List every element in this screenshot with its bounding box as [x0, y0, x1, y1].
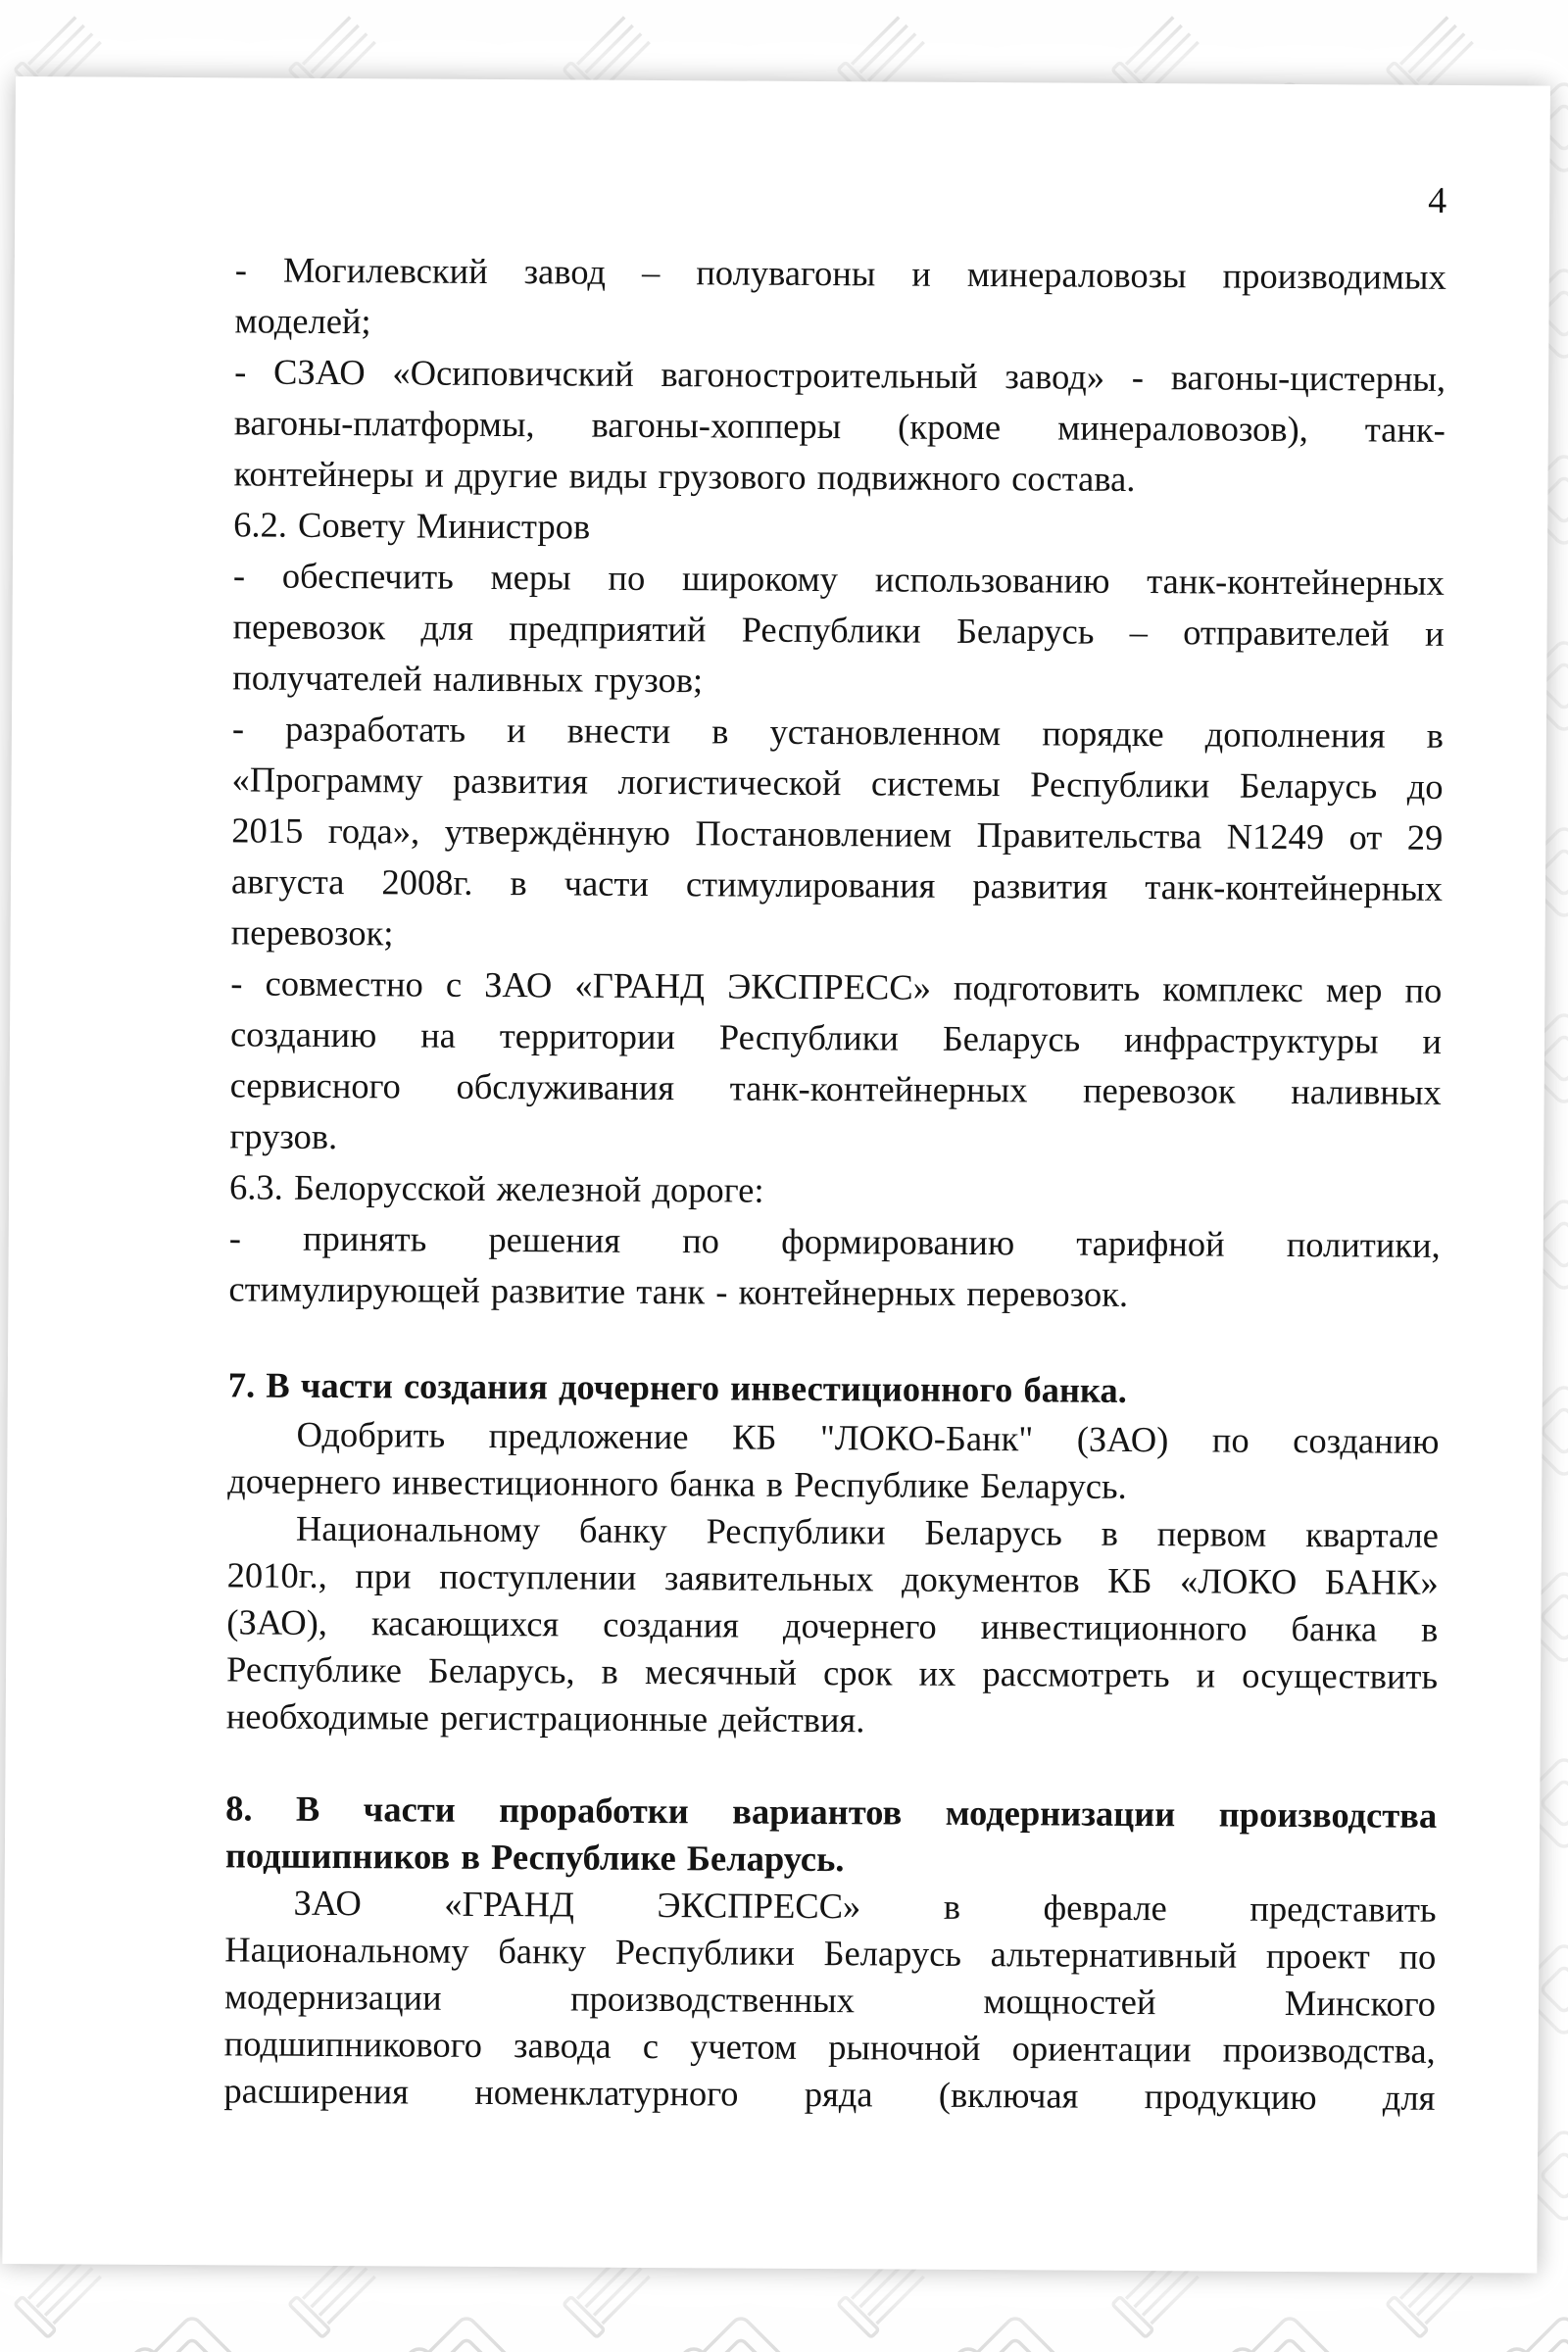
- document-line: - Могилевский завод – полувагоны и минераловозы производимых: [234, 249, 1446, 297]
- document-line: 6.3. Белорусской железной дороге:: [228, 1166, 764, 1210]
- document-line: моделей;: [234, 300, 371, 342]
- document-line: сервисного обслуживания танк-контейнерных перевозок наливных: [229, 1064, 1442, 1112]
- document-line: - принять решения по формированию тарифной политики,: [228, 1217, 1441, 1265]
- document-line: - СЗАО «Осиповичский вагоностроительный завод» - вагоны-цистерны,: [234, 351, 1446, 399]
- document-line: Республике Беларусь, в месячный срок их рассмотреть и осуществить: [225, 1648, 1439, 1696]
- document-line: Одобрить предложение КБ "ЛОКО-Банк" (ЗАО) по созданию: [296, 1413, 1440, 1461]
- document-line: подшипникового завода с учетом рыночной ориентации производства,: [223, 2023, 1436, 2071]
- page-number: 4: [1428, 179, 1447, 221]
- document-line: 2010г., при поступлении заявительных документов КБ «ЛОКО БАНК»: [226, 1554, 1439, 1602]
- document-line: расширения номенклатурного ряда (включая продукцию для: [223, 2070, 1436, 2118]
- document-line: 8. В части проработки вариантов модернизации производства: [225, 1788, 1438, 1836]
- document-line: необходимые регистрационные действия.: [225, 1695, 865, 1740]
- document-line: дочернего инвестиционного банка в Республике Беларусь.: [227, 1460, 1127, 1506]
- document-line: - разработать и внести в установленном порядке дополнения в: [231, 708, 1445, 756]
- document-line: - совместно с ЗАО «ГРАНД ЭКСПРЕСС» подготовить комплекс мер по: [230, 962, 1443, 1010]
- document-line: «Программу развития логистической системы Республики Беларусь до: [231, 759, 1444, 807]
- document-line: 2015 года», утверждённую Постановлением Правительства N1249 от 29: [231, 809, 1444, 858]
- document-line: перевозок;: [230, 911, 394, 954]
- document-line: созданию на территории Республики Беларусь инфраструктуры и: [229, 1013, 1443, 1061]
- document-line: августа 2008г. в части стимулирования развития танк-контейнерных: [230, 860, 1444, 908]
- document-line: Национальному банку Республики Беларусь в первом квартале: [295, 1507, 1440, 1555]
- document-body: [223, 244, 1446, 2122]
- document-line: ЗАО «ГРАНД ЭКСПРЕСС» в феврале представить: [293, 1882, 1437, 1930]
- document-line: 7. В части создания дочернего инвестиционного банка.: [227, 1364, 1127, 1410]
- document-line: грузов.: [229, 1115, 338, 1157]
- document-line: - обеспечить меры по широкому использованию танк-контейнерных: [232, 555, 1445, 603]
- document-page: [2, 76, 1550, 2274]
- document-line: модернизации производственных мощностей Минского: [223, 1976, 1437, 2024]
- document-line: стимулирующей развитие танк - контейнерных перевозок.: [228, 1268, 1129, 1314]
- document-line: контейнеры и другие виды грузового подвижного состава.: [233, 453, 1136, 499]
- document-line: получателей наливных грузов;: [232, 657, 704, 701]
- document-line: перевозок для предприятий Республики Беларусь – отправителей и: [232, 606, 1445, 654]
- document-line: Национальному банку Республики Беларусь альтернативный проект по: [224, 1929, 1437, 1977]
- document-line: подшипников в Республике Беларусь.: [224, 1835, 845, 1880]
- document-line: (ЗАО), касающихся создания дочернего инвестиционного банка в: [226, 1601, 1439, 1649]
- document-line: 6.2. Совету Министров: [233, 504, 591, 547]
- document-line: вагоны-платформы, вагоны-хопперы (кроме минераловозов), танк-: [233, 402, 1446, 450]
